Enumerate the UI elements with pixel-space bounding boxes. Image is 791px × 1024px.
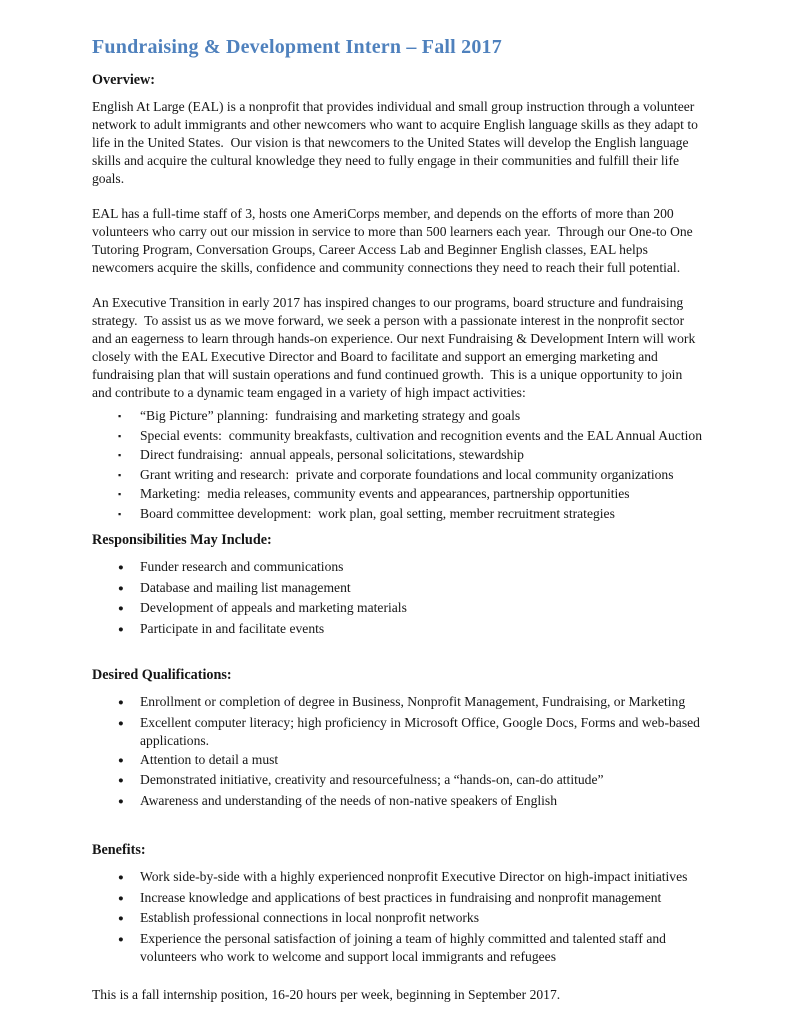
list-item [118, 505, 703, 525]
list-item [118, 889, 703, 910]
list-item-text: Demonstrated initiative, creativity and resourcefulness; a “hands-on, can-do attitude” [140, 772, 604, 787]
list-item [118, 693, 703, 714]
list-item-text: Marketing: media releases, community events and appearances, partnership opportunities [140, 486, 630, 501]
list-item-text: Grant writing and research: private and corporate foundations and local community organizations [140, 466, 674, 482]
list-item [118, 427, 703, 447]
list-item [118, 909, 703, 930]
list-item-text: Establish professional connections in local nonprofit networks [140, 910, 480, 925]
list-item [118, 579, 703, 600]
list-item [118, 868, 703, 889]
activities-list [92, 407, 703, 524]
list-item [118, 930, 703, 967]
page-title: Fundraising & Development Intern – Fall 2017 [92, 36, 502, 58]
square-bullet-icon [118, 485, 140, 505]
round-bullet-icon [118, 868, 140, 889]
round-bullet-icon [118, 771, 140, 792]
square-bullet-icon [118, 446, 140, 466]
round-bullet-icon [118, 599, 140, 620]
responsibilities-list [92, 558, 703, 640]
overview-paragraph-2: EAL has a full-time staff of 3, hosts one AmeriCorps member, and depends on the efforts of more than 200 volunteers who carry out our mission in service to more than 500 learners each year. Through our One-to One Tutoring Program, Conversation Groups, Career Access Lab and Beginner English classes, EAL helps newcomers acquire the skills, confidence and community connections they need to reach their full potential. [92, 206, 696, 275]
list-item-text: Awareness and understanding of the needs of non-native speakers of English [140, 792, 558, 808]
round-bullet-icon [118, 620, 140, 641]
round-bullet-icon [118, 909, 140, 930]
list-item [118, 771, 703, 792]
list-item-text: Direct fundraising: annual appeals, personal solicitations, stewardship [140, 447, 524, 462]
round-bullet-icon [118, 751, 140, 772]
list-item [118, 466, 703, 486]
overview-paragraph-1: English At Large (EAL) is a nonprofit that provides individual and small group instruction through a volunteer network to adult immigrants and other newcomers who want to acquire English language skills as they adapt to life in the United States. Our vision is that newcomers to the United States will develop the English language skills and acquire the cultural knowledge they need to fully engage in their communities and fulfill their life goals. [92, 99, 702, 186]
benefits-heading: Benefits: [92, 842, 146, 858]
overview-paragraph-3: An Executive Transition in early 2017 has inspired changes to our programs, board structure and fundraising strategy. To assist us as we move forward, we seek a person with a passionate interest in the nonprofit sector and an eagerness to learn through hands-on experience. Our next Fundraising & Development Intern will work closely with the EAL Executive Director and Board to facilitate and support an emerging marketing and fundraising plan that will sustain operations and fund continued growth. This is a unique opportunity to join and contribute to a dynamic team engaged in a variety of high impact activities: [92, 295, 699, 400]
list-item-text: Board committee development: work plan, goal setting, member recruitment strategies [140, 505, 615, 521]
overview-heading: Overview: [92, 72, 156, 88]
list-item-text: Database and mailing list management [140, 579, 351, 595]
qualifications-list [92, 693, 703, 812]
round-bullet-icon [118, 889, 140, 910]
round-bullet-icon [118, 714, 140, 751]
list-item-text: Increase knowledge and applications of best practices in fundraising and nonprofit management [140, 889, 662, 905]
list-item [118, 599, 703, 620]
round-bullet-icon [118, 693, 140, 714]
list-item [118, 558, 703, 579]
list-item [118, 751, 703, 772]
round-bullet-icon [118, 558, 140, 579]
square-bullet-icon [118, 466, 140, 486]
list-item-text: Funder research and communications [140, 559, 344, 574]
benefits-list [92, 868, 703, 967]
list-item [118, 792, 703, 813]
list-item [118, 407, 703, 427]
list-item-text: Work side-by-side with a highly experienced nonprofit Executive Director on high-impact initiatives [140, 869, 688, 884]
round-bullet-icon [118, 579, 140, 600]
list-item [118, 620, 703, 641]
square-bullet-icon [118, 505, 140, 525]
round-bullet-icon [118, 792, 140, 813]
qualifications-heading: Desired Qualifications: [92, 667, 232, 683]
closing-line: This is a fall internship position, 16-20 hours per week, beginning in September 2017. [92, 986, 561, 1002]
list-item-text: Excellent computer literacy; high proficiency in Microsoft Office, Google Docs, Forms and web-based applications. [140, 714, 704, 748]
responsibilities-heading: Responsibilities May Include: [92, 532, 272, 548]
list-item-text: “Big Picture” planning: fundraising and marketing strategy and goals [140, 408, 521, 423]
square-bullet-icon [118, 427, 140, 447]
list-item-text: Development of appeals and marketing materials [140, 600, 407, 615]
list-item [118, 485, 703, 505]
list-item-text: Attention to detail a must [140, 751, 279, 767]
round-bullet-icon [118, 930, 140, 967]
list-item-text: Experience the personal satisfaction of joining a team of highly committed and talented staff and volunteers who work to welcome and support local immigrants and refugees [140, 930, 670, 964]
list-item-text: Special events: community breakfasts, cultivation and recognition events and the EAL Annual Auction [140, 427, 702, 443]
square-bullet-icon [118, 407, 140, 427]
list-item-text: Participate in and facilitate events [140, 620, 325, 636]
list-item [118, 446, 703, 466]
list-item [118, 714, 703, 751]
list-item-text: Enrollment or completion of degree in Business, Nonprofit Management, Fundraising, or Marketing [140, 694, 686, 709]
